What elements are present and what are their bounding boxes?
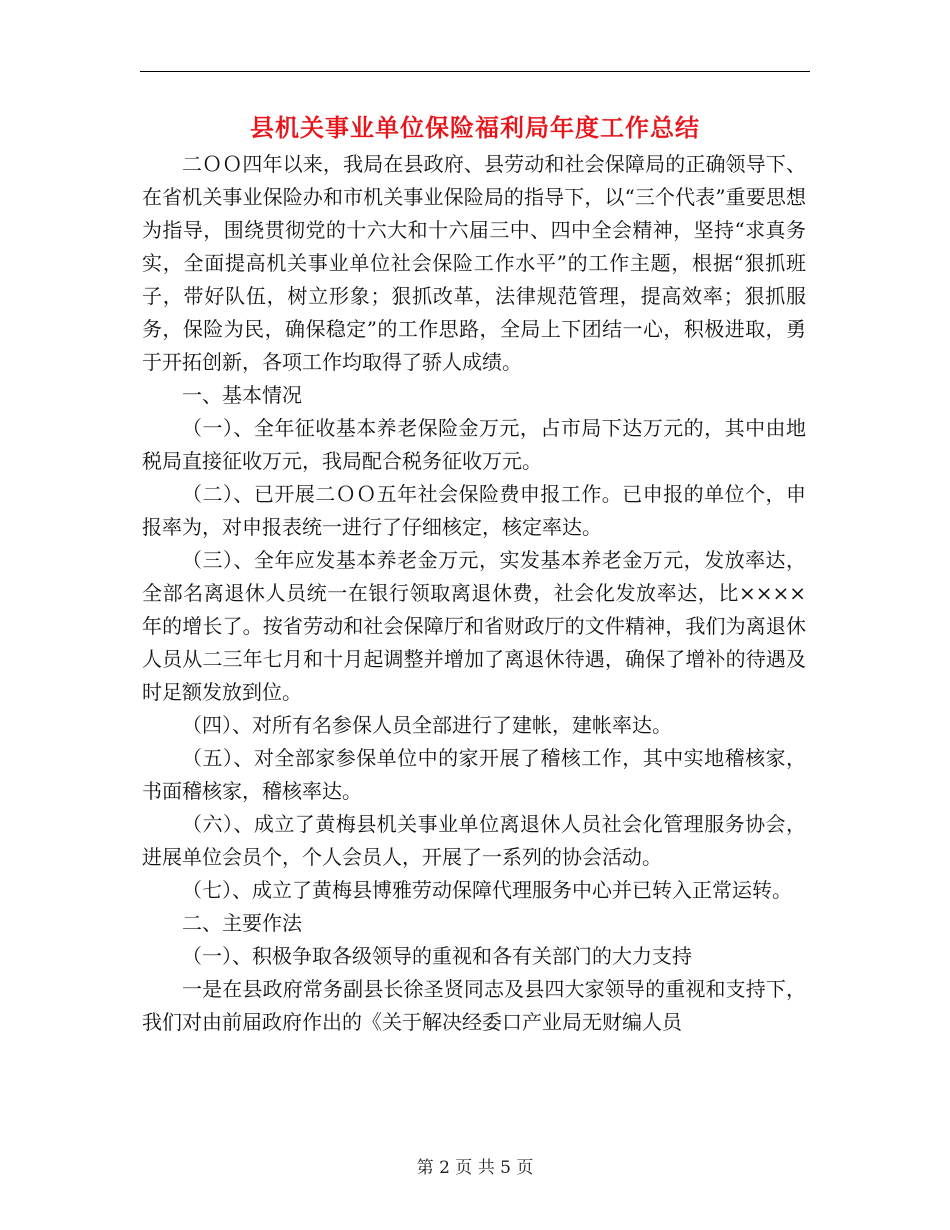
section-heading-methods: 二、主要作法 [182, 911, 302, 935]
paragraph-item-2: （二）、已开展二ＯＯ五年社会保险费申报工作。已申报的单位个，申报率为，对申报表统一进行了仔细核定，核定率达。 [142, 482, 806, 539]
paragraph-item-3: （三）、全年应发基本养老金万元，实发基本养老金万元，发放率达，全部名离退休人员统一在银行领取离退休费，社会化发放率达，比××××年的增长了。按省劳动和社会保障厅和省财政厅的文件精神，我们为离退休人员从二三年七月和十月起调整并增加了离退休待遇，确保了增补的待遇及时足额发放到位。 [142, 548, 806, 704]
document-title: 县机关事业单位保险福利局年度工作总结 [250, 114, 700, 142]
section-heading-basic: 一、基本情况 [182, 383, 302, 407]
document-body [142, 148, 806, 1039]
paragraph-item-6: （六）、成立了黄梅县机关事业单位离退休人员社会化管理服务协会，进展单位会员个，个人会员人，开展了一系列的协会活动。 [142, 812, 806, 869]
paragraph-intro: 二ＯＯ四年以来，我局在县政府、县劳动和社会保障局的正确领导下、在省机关事业保险办和市机关事业保险局的指导下，以“三个代表”重要思想为指导，围绕贯彻党的十六大和十六届三中、四中全会精神，坚持“求真务实，全面提高机关事业单位社会保险工作水平”的工作主题，根据“狠抓班子，带好队伍，树立形象；狠抓改革，法律规范管理，提高效率；狠抓服务，保险为民，确保稳定”的工作思路，全局上下团结一心，积极进取，勇于开拓创新，各项工作均取得了骄人成绩。 [142, 152, 806, 374]
paragraph-item-5: （五）、对全部家参保单位中的家开展了稽核工作，其中实地稽核家，书面稽核家，稽核率达。 [142, 746, 806, 803]
page-number: 第 2 页 共 5 页 [416, 1158, 534, 1178]
paragraph-item-7: （七）、成立了黄梅县博雅劳动保障代理服务中心并已转入正常运转。 [182, 878, 792, 902]
paragraph-method-1: 一是在县政府常务副县长徐圣贤同志及县四大家领导的重视和支持下，我们对由前届政府作出的《关于解决经委口产业局无财编人员 [142, 977, 806, 1034]
paragraph-item-1: （一）、全年征收基本养老保险金万元，占市局下达万元的，其中由地税局直接征收万元，我局配合税务征收万元。 [142, 416, 806, 473]
paragraph-item-4: （四）、对所有名参保人员全部进行了建帐，建帐率达。 [182, 713, 672, 737]
header-rule [140, 71, 810, 72]
subsection-heading-1: （一）、积极争取各级领导的重视和各有关部门的大力支持 [182, 944, 692, 968]
